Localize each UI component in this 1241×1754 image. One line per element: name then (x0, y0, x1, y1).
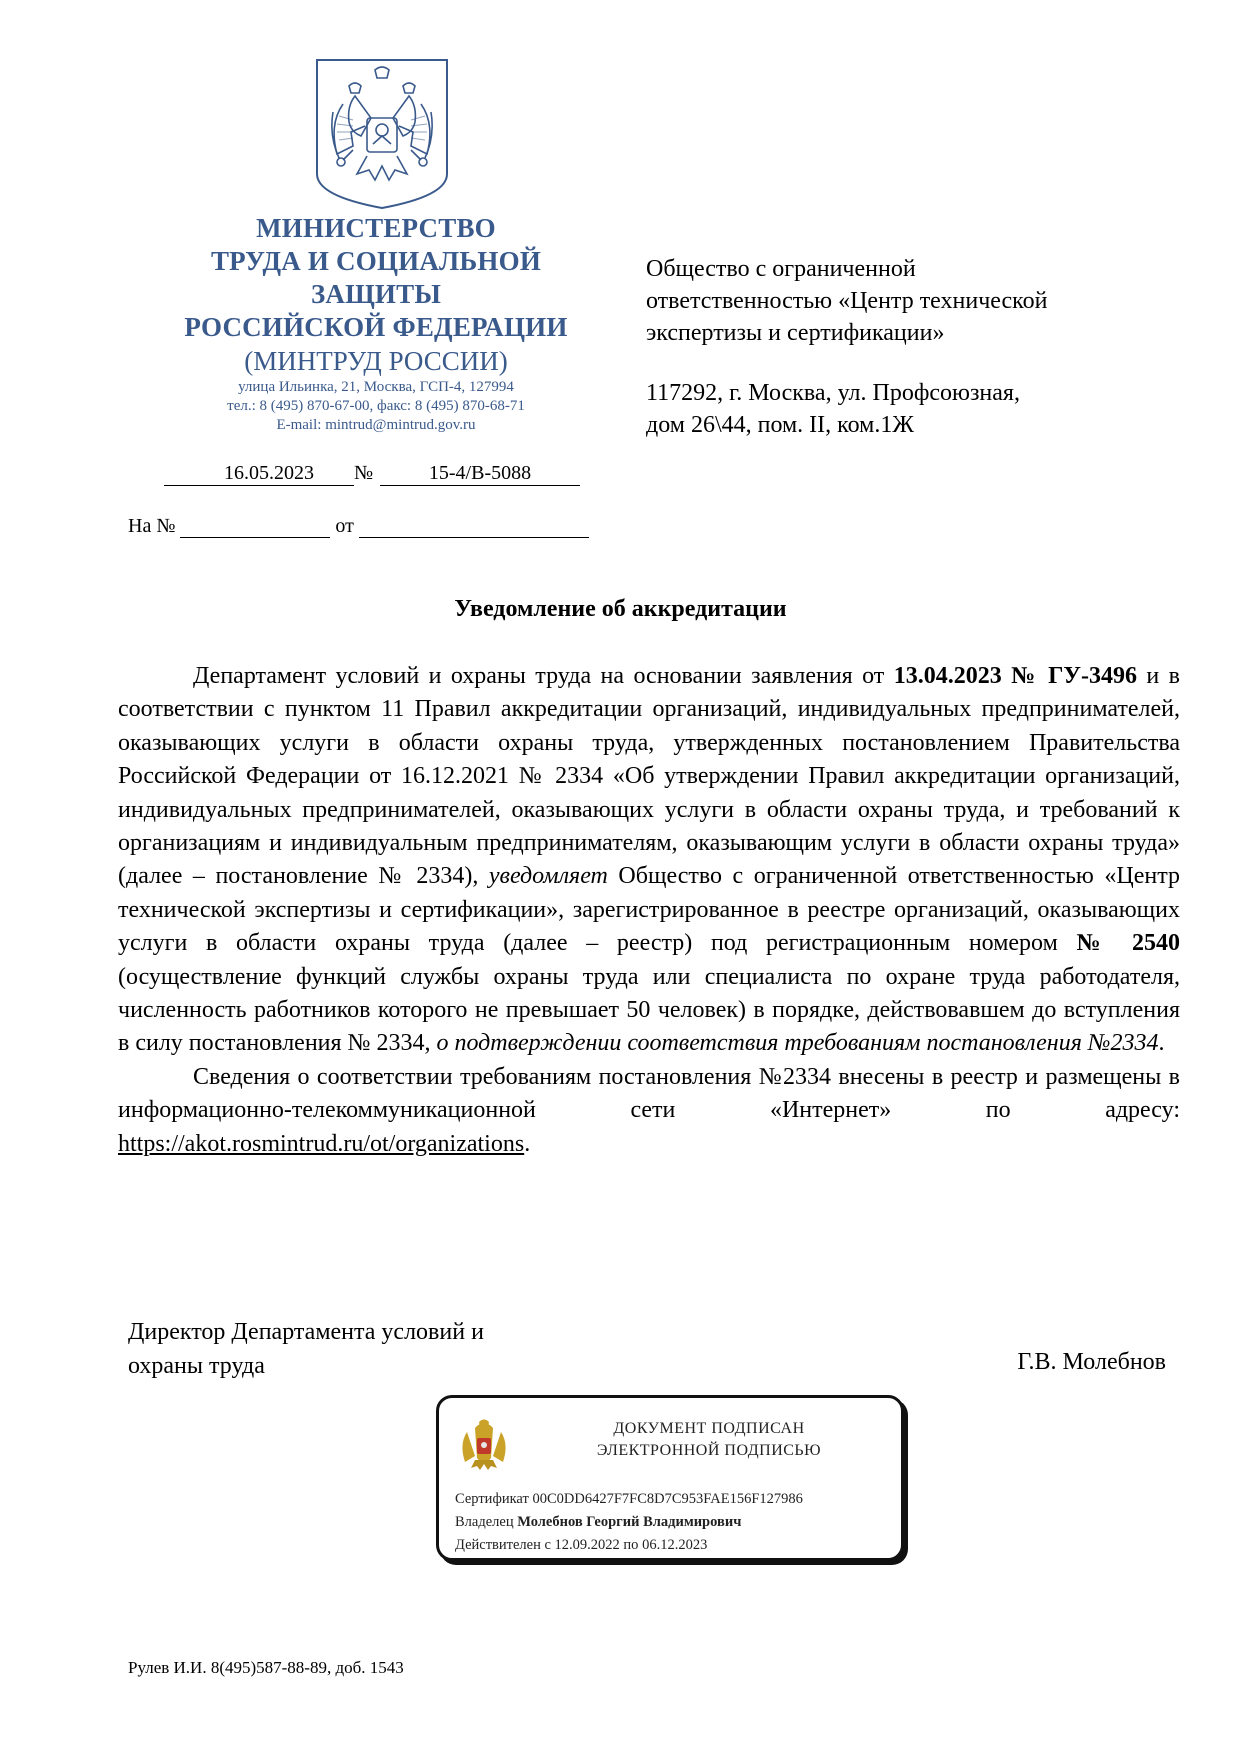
reply-from-label: от (335, 515, 354, 537)
registry-number: № 2540 (1076, 930, 1180, 957)
document-subject: Уведомление об аккредитации (454, 596, 787, 622)
reply-reference (128, 515, 589, 538)
ministry-phones: тел.: 8 (495) 870-67-00, факс: 8 (495) 870-68-71 (227, 398, 525, 414)
ministry-name-line: РОССИЙСКОЙ ФЕДЕРАЦИИ (184, 312, 568, 342)
ministry-address: улица Ильинка, 21, Москва, ГСП-4, 127994 (238, 379, 514, 395)
owner-label: Владелец (455, 1514, 514, 1530)
addressee (646, 253, 1166, 441)
body-text: Департамент условий и охраны труда на основании заявления от (193, 663, 894, 689)
reply-label: На № (128, 515, 176, 537)
addressee-address-line: 117292, г. Москва, ул. Профсоюзная, (646, 380, 1020, 406)
coat-of-arms-icon (459, 1416, 509, 1472)
stamp-certificate-row (455, 1488, 803, 1511)
valid-to-label: по (623, 1537, 639, 1553)
body-paragraph (118, 1061, 1180, 1161)
ministry-name-line: ЗАЩИТЫ (310, 279, 442, 309)
registration-date: 16.05.2023 (164, 462, 354, 486)
stamp-heading (529, 1418, 889, 1462)
stamp-owner-row (455, 1511, 803, 1534)
certificate-label: Сертификат (455, 1491, 529, 1507)
application-reference: 13.04.2023 № ГУ-3496 (893, 663, 1137, 689)
registration-number-label: № (354, 462, 374, 484)
notifies-word: уведомляет (488, 863, 608, 890)
body-text: Сведения о соответствии требованиям постановления №2334 внесены в реестр и размещены в информационно-телекоммуникационной сети «Интернет» по адресу: (118, 1063, 1180, 1124)
signatory-title-line: охраны труда (128, 1353, 265, 1379)
reply-number-blank (180, 517, 330, 538)
addressee-company-line: экспертизы и сертификации» (646, 320, 945, 346)
body-text: и в соответствии с пунктом 11 Правил аккредитации организаций, индивидуальных предпринимателей, оказывающих услуги в области охраны труда, утвержденных постановлением Правительства Российской Федерации от 16.12.2021 № 2334 «Об утверждении Правил аккредитации организаций, индивидуальных предпринимателей, оказывающих услуги в области охраны труда, и требований к организациям и индивидуальным предпринимателям, оказывающим услуги в области охраны труда» (далее – постановление № 2334), (118, 663, 1180, 890)
document-body (118, 660, 1180, 1161)
signatory-name: Г.В. Молебнов (1017, 1349, 1166, 1375)
ministry-header (130, 212, 622, 435)
stamp-heading-line: ДОКУМЕНТ ПОДПИСАН (613, 1420, 805, 1437)
reply-date-blank (359, 517, 589, 538)
valid-label: Действителен с (455, 1537, 551, 1553)
stamp-details (455, 1488, 803, 1557)
body-text: . (524, 1130, 531, 1157)
executor-contact: Рулев И.И. 8(495)587-88-89, доб. 1543 (128, 1658, 404, 1677)
body-paragraph (118, 660, 1180, 1061)
owner-value: Молебнов Георгий Владимирович (517, 1514, 742, 1530)
body-text: (осуществление функций службы охраны труда или специалиста по охране труда работодателя, численность работников которого не превышает 50 человек) в порядке, действовавшем до вступления в силу постановления № 2334, (118, 963, 1180, 1057)
registry-link[interactable]: https://akot.rosmintrud.ru/ot/organizations (118, 1130, 525, 1157)
addressee-company-line: ответственностью «Центр технической (646, 288, 1048, 314)
addressee-address-line: дом 26\44, пом. II, ком.1Ж (646, 412, 914, 438)
signatory-title (128, 1315, 484, 1383)
stamp-heading-line: ЭЛЕКТРОННОЙ ПОДПИСЬЮ (596, 1442, 822, 1459)
ministry-name-line: ТРУДА И СОЦИАЛЬНОЙ (210, 246, 542, 276)
registration-number: 15-4/В-5088 (380, 462, 580, 486)
body-text: Общество с ограниченной ответственностью «Центр технической экспертизы и сертификации», зарегистрированное в реестре организаций, оказывающих услуги в области охраны труда (далее – реестр) под регистрационным номером (118, 863, 1180, 957)
ministry-email: E-mail: mintrud@mintrud.gov.ru (276, 417, 476, 433)
signatory-title-line: Директор Департамента условий и (128, 1319, 484, 1345)
coat-of-arms-icon (313, 56, 451, 211)
ministry-name-line: МИНИСТЕРСТВО (256, 213, 496, 243)
addressee-company-line: Общество с ограниченной (646, 256, 916, 282)
electronic-signature-stamp (436, 1395, 904, 1561)
valid-from: 12.09.2022 (554, 1537, 620, 1553)
stamp-validity-row (455, 1534, 803, 1557)
certificate-value: 00C0DD6427F7FC8D7C953FAE156F127986 (532, 1491, 803, 1507)
confirmation-phrase: о подтверждении соответствия требованиям постановления №2334 (436, 1030, 1159, 1057)
ministry-short-name: (МИНТРУД РОССИИ) (244, 346, 508, 376)
body-text: . (1158, 1030, 1165, 1057)
valid-to: 06.12.2023 (642, 1537, 708, 1553)
